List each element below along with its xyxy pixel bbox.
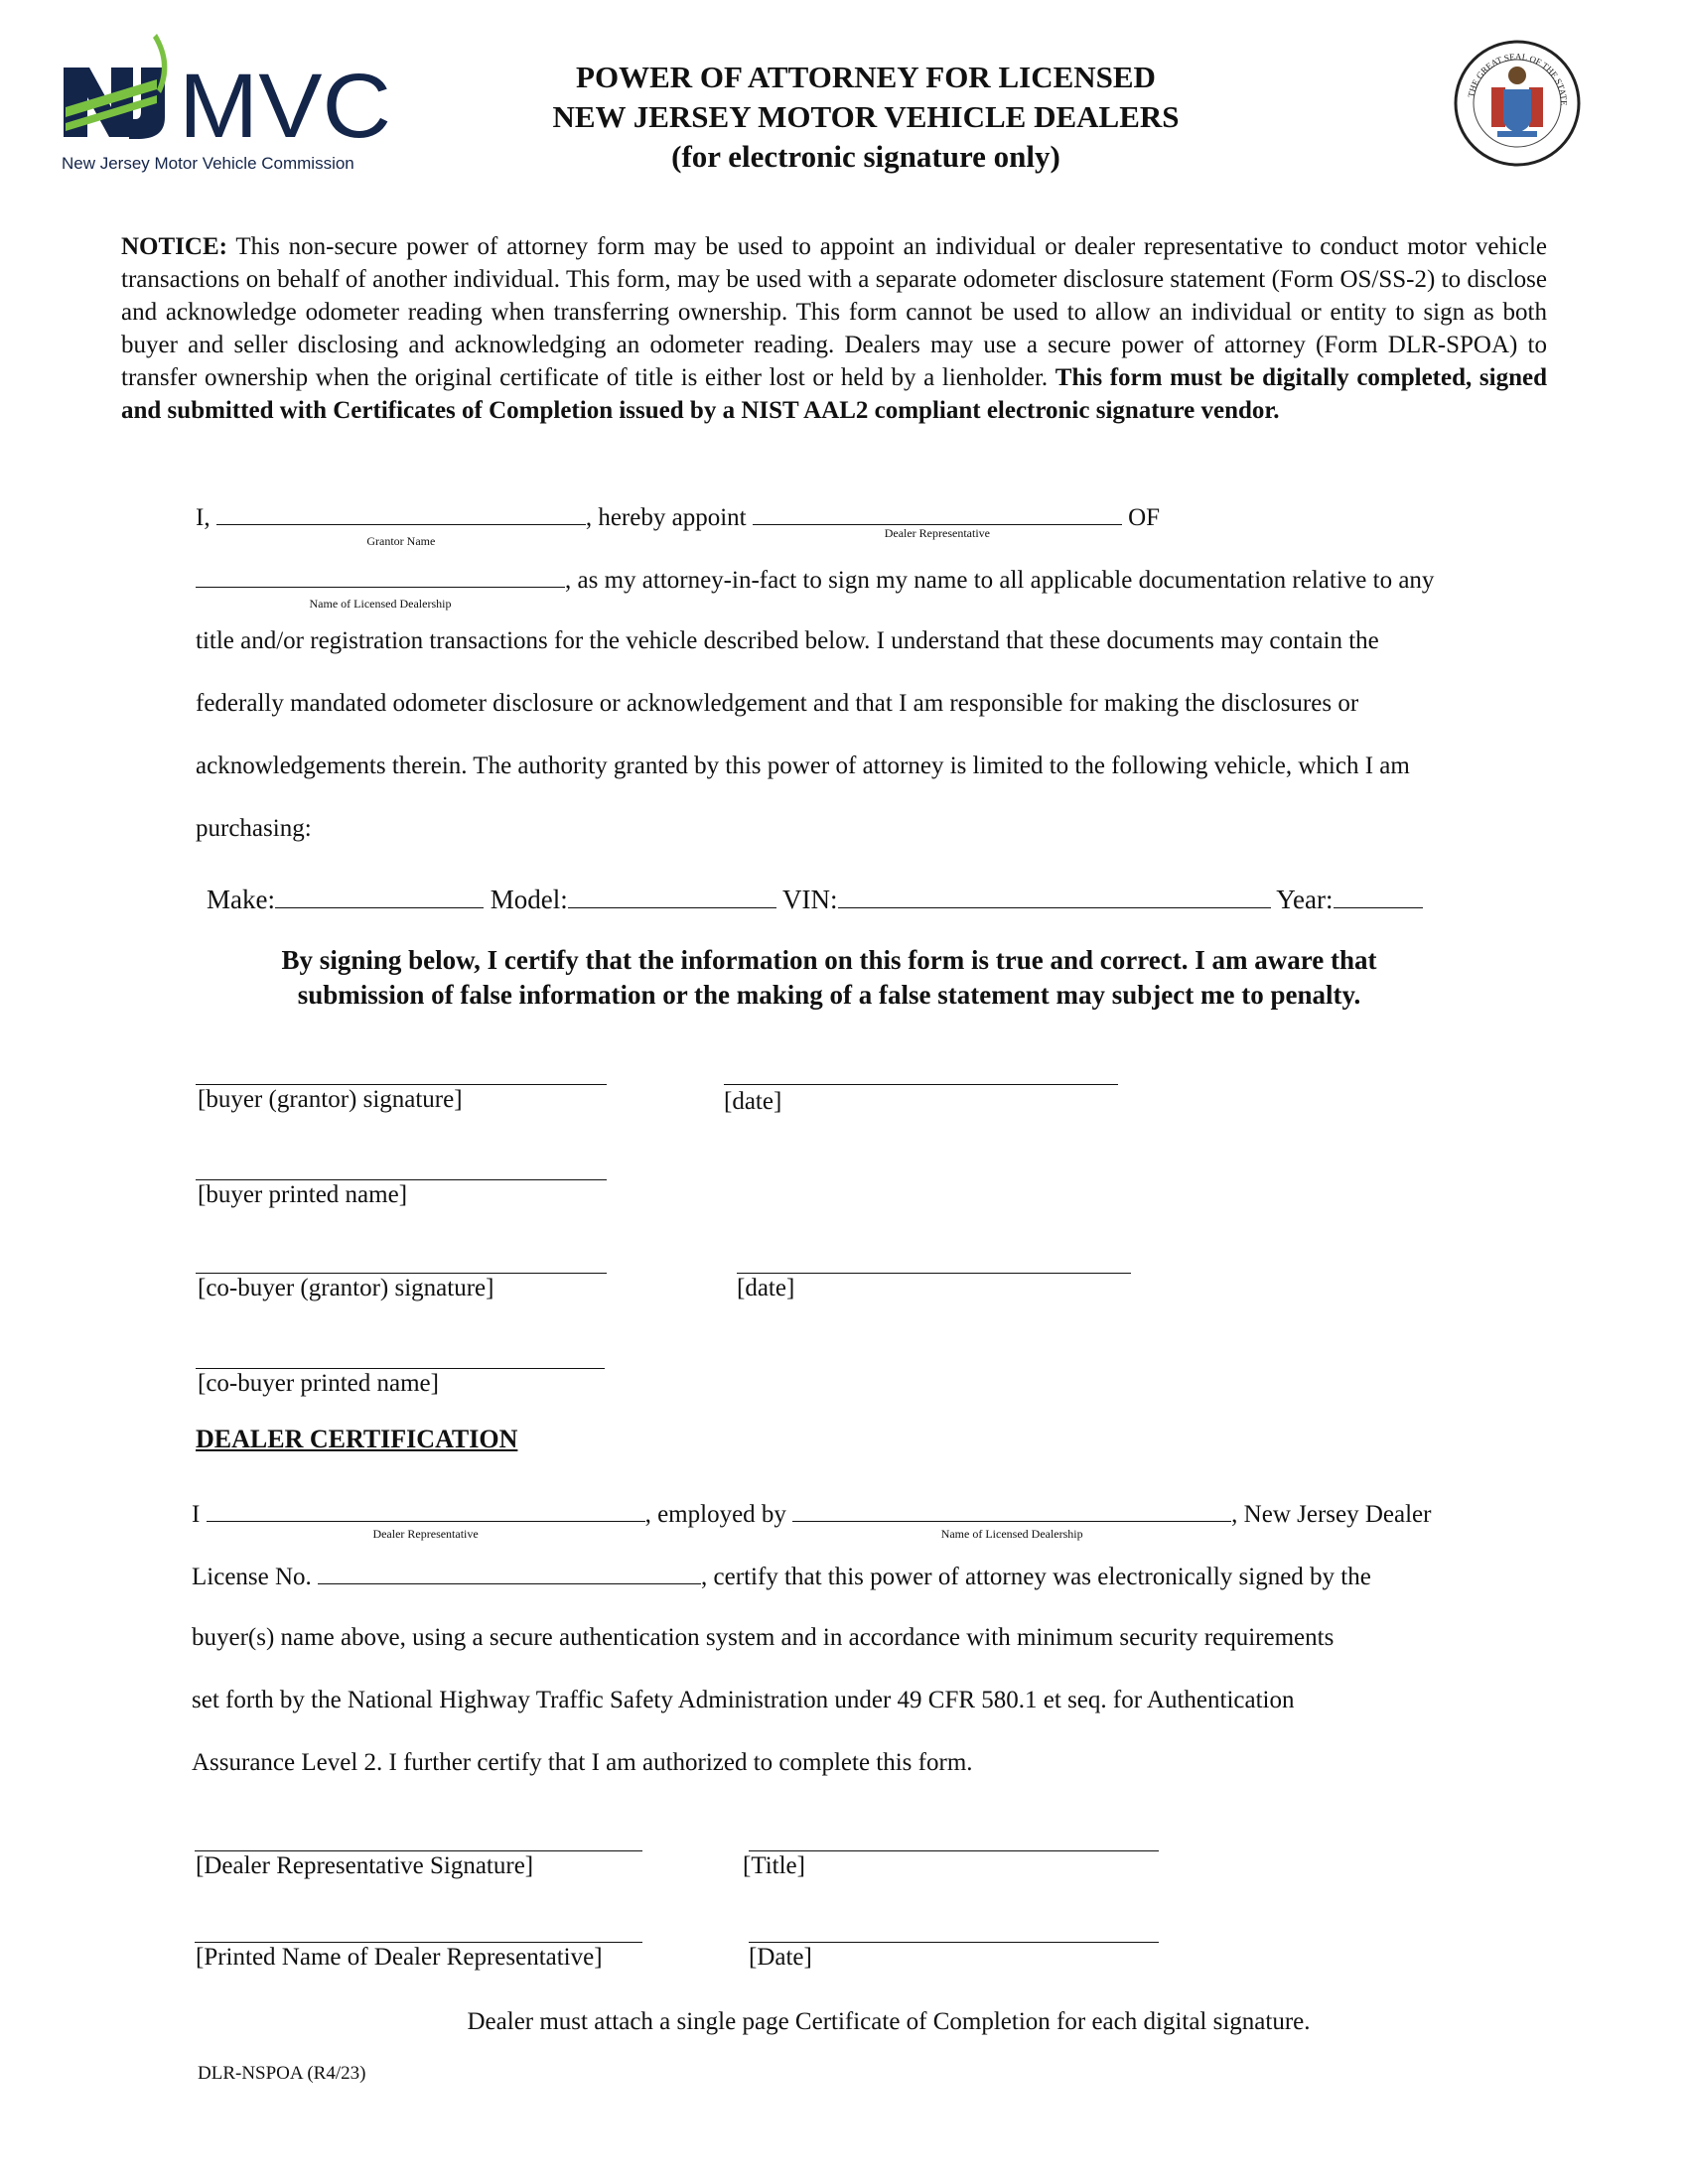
licensed-dealership-field[interactable] (196, 565, 565, 611)
cobuyer-printed-name-label: [co-buyer printed name] (198, 1370, 439, 1397)
notice-bold: This form must be digitally completed, signed and submitted with Certificates of Completion issued by a NIST AAL2 compliant electronic signature vendor. (121, 364, 1547, 424)
date-label-1: [date] (724, 1088, 782, 1115)
grantor-name-field[interactable] (216, 502, 586, 548)
appoint-line-1 (196, 502, 1161, 548)
dealer-line-1 (192, 1499, 1432, 1541)
licensed-dealership-field[interactable] (792, 1499, 1231, 1541)
svg-text:THE GREAT SEAL OF THE STATE OF: THE GREAT SEAL OF THE STATE (1466, 51, 1570, 106)
logo-subtitle: New Jersey Motor Vehicle Commission (62, 154, 354, 173)
text: , certify that this power of attorney was electronically signed by the (701, 1564, 1371, 1590)
rep-caption: Dealer Representative (372, 1527, 479, 1541)
cobuyer-printed-name-field[interactable] (196, 1368, 605, 1369)
title-field[interactable] (749, 1850, 1159, 1851)
text: OF (1128, 504, 1161, 531)
buyer-printed-name-label: [buyer printed name] (198, 1181, 408, 1208)
buyer-signature-label: [buyer (grantor) signature] (198, 1086, 463, 1113)
dealer-date-field[interactable] (749, 1942, 1159, 1943)
title-line-2: NEW JERSEY MOTOR VEHICLE DEALERS (552, 99, 1180, 134)
license-label: License No. (192, 1564, 312, 1590)
grantor-caption: Grantor Name (366, 534, 436, 548)
dealer-representative-field[interactable] (207, 1499, 645, 1541)
form-id: DLR-NSPOA (R4/23) (198, 2063, 366, 2084)
text: , employed by (644, 1501, 786, 1528)
dealer-line-3: buyer(s) name above, using a secure authentication system and in accordance with minimum security requirements (192, 1624, 1335, 1651)
vin-label: VIN: (782, 885, 838, 914)
dealer-printed-name-field[interactable] (195, 1942, 642, 1943)
title-label: [Title] (743, 1852, 805, 1879)
make-label: Make: (207, 885, 275, 914)
text: , hereby appoint (585, 504, 747, 531)
date-field-1[interactable] (724, 1084, 1118, 1085)
dealer-signature-label: [Dealer Representative Signature] (196, 1852, 534, 1879)
notice-label: NOTICE: (121, 233, 227, 260)
buyer-printed-name-field[interactable] (196, 1179, 607, 1180)
title-line-1: POWER OF ATTORNEY FOR LICENSED (576, 60, 1156, 94)
cobuyer-signature-label: [co-buyer (grantor) signature] (198, 1275, 494, 1301)
dealership-caption: Name of Licensed Dealership (309, 597, 452, 611)
appoint-line-5: acknowledgements therein. The authority granted by this power of attorney is limited to the following vehicle, which I am (196, 752, 1410, 779)
njmvc-logo-mark (62, 34, 394, 143)
appoint-line-3: title and/or registration transactions for the vehicle described below. I understand that these documents may contain the (196, 627, 1379, 654)
text: I (192, 1501, 201, 1528)
appoint-line-2 (196, 565, 1435, 611)
year-field[interactable] (1334, 886, 1423, 908)
model-field[interactable] (568, 886, 776, 908)
text: , New Jersey Dealer (1231, 1501, 1432, 1528)
cert-line-2: submission of false information or the making of a false statement may subject me to penalty. (297, 980, 1361, 1010)
model-label: Model: (490, 885, 568, 914)
text: I, (196, 504, 211, 531)
dealer-line-5: Assurance Level 2. I further certify that I am authorized to complete this form. (192, 1749, 973, 1776)
appoint-line-6: purchasing: (196, 815, 312, 842)
date-field-2[interactable] (737, 1273, 1131, 1274)
dealership-caption: Name of Licensed Dealership (940, 1527, 1083, 1541)
year-label: Year: (1276, 885, 1334, 914)
notice-body: This non-secure power of attorney form may be used to appoint an individual or dealer representative to conduct motor vehicle transactions on behalf of another individual. This form, may be used with a separate odometer disclosure statement (Form OS/SS-2) to disclose and acknowledge odometer reading when transferring ownership. This form cannot be used to allow an individual or entity to sign as both buyer and seller disclosing and acknowledging an odometer reading. Dealers may use a secure power of attorney (Form DLR-SPOA) to transfer ownership when the original certificate of title is either lost or held by a lienholder. (121, 233, 1547, 391)
vin-field[interactable] (838, 886, 1271, 908)
page-title (397, 58, 1335, 177)
nj-state-seal (1454, 40, 1581, 172)
dealer-certification-heading: DEALER CERTIFICATION (196, 1425, 518, 1453)
appoint-line-4: federally mandated odometer disclosure or acknowledgement and that I am responsible for making the disclosures or (196, 690, 1359, 717)
text: , as my attorney-in-fact to sign my name to all applicable documentation relative to any (565, 567, 1435, 594)
cert-line-1: By signing below, I certify that the information on this form is true and correct. I am aware that (281, 945, 1377, 975)
dealer-line-2 (192, 1562, 1371, 1591)
vehicle-line (207, 885, 1423, 915)
dealer-line-4: set forth by the National Highway Traffic Safety Administration under 49 CFR 580.1 et seq. for Authentication (192, 1687, 1295, 1713)
dealer-representative-field[interactable] (753, 502, 1122, 540)
footer-note: Dealer must attach a single page Certificate of Completion for each digital signature. (467, 2008, 1311, 2035)
buyer-signature-field[interactable] (196, 1084, 607, 1085)
dealer-date-label: [Date] (749, 1944, 812, 1971)
date-label-2: [date] (737, 1275, 795, 1301)
dealer-signature-field[interactable] (195, 1850, 642, 1851)
title-line-3: (for electronic signature only) (671, 139, 1060, 174)
svg-text:MVC: MVC (179, 56, 391, 143)
cobuyer-signature-field[interactable] (196, 1273, 607, 1274)
notice-paragraph (121, 230, 1547, 427)
njmvc-logo (62, 34, 394, 175)
make-field[interactable] (275, 886, 484, 908)
dealer-printed-name-label: [Printed Name of Dealer Representative] (196, 1944, 603, 1971)
certification-statement (149, 943, 1509, 1013)
rep-caption: Dealer Representative (884, 526, 990, 540)
license-number-field[interactable] (318, 1562, 701, 1584)
